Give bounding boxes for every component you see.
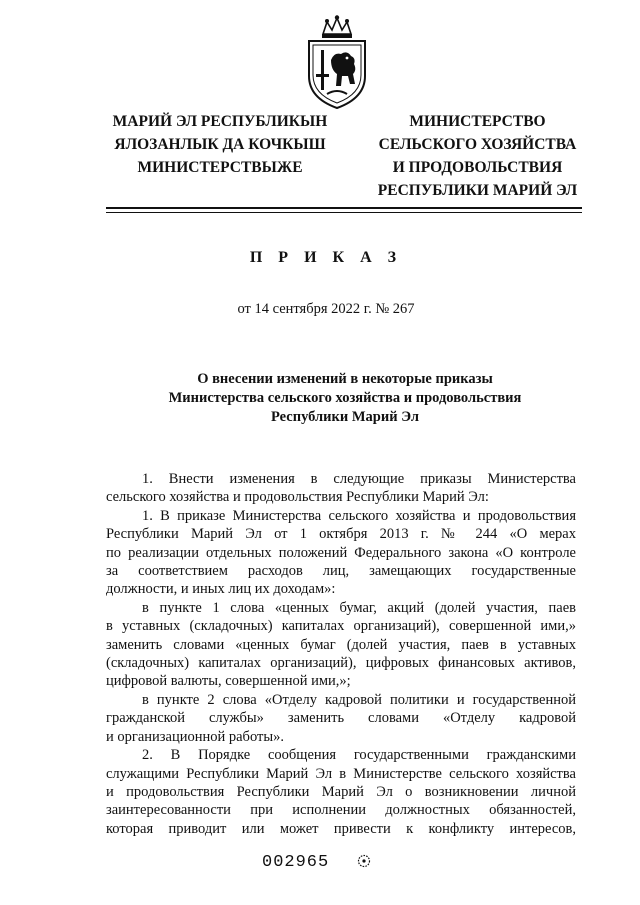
- ministry-name-mari: [100, 110, 340, 179]
- body-line: сельского хозяйства и продовольствия Республики Марий Эл:: [106, 489, 489, 506]
- body-line: и продовольствия Республики Марий Эл о возникновении личной: [106, 783, 576, 800]
- body-line: в пункте 1 слова «ценных бумаг, акций (долей участия, паев: [142, 599, 576, 616]
- coat-of-arms-icon: [301, 14, 373, 110]
- body-line: по реализации отдельных положений Федерального закона «О контроле: [106, 544, 576, 561]
- body-line: 1. Внести изменения в следующие приказы Министерства: [142, 471, 576, 487]
- document-body: [106, 470, 576, 838]
- body-line: заинтересованности при исполнении должностных обязанностей,: [106, 802, 576, 819]
- subject-line: Министерства сельского хозяйства и продовольствия: [168, 390, 522, 406]
- header-right-line: РЕСПУБЛИКИ МАРИЙ ЭЛ: [377, 182, 578, 199]
- document-subject: [130, 370, 560, 427]
- body-line: и организационной работы».: [106, 728, 284, 745]
- body-line: служащими Республики Марий Эл в Министерстве сельского хозяйства: [106, 765, 576, 782]
- document-title: П Р И К А З: [249, 249, 403, 266]
- header-right-line: СЕЛЬСКОГО ХОЗЯЙСТВА: [378, 136, 577, 153]
- subject-line: Республики Марий Эл: [271, 409, 419, 425]
- body-line: Республики Марий Эл от 1 октября 2013 г. № 244 «О мерах: [106, 526, 576, 543]
- header-right-line: И ПРОДОВОЛЬСТВИЯ: [392, 159, 563, 176]
- ministry-name-russian: [370, 110, 585, 202]
- header-divider-thick: [106, 207, 582, 209]
- body-line: за соответствием расходов лиц, замещающих государственные: [106, 563, 576, 580]
- header-left-line: МАРИЙ ЭЛ РЕСПУБЛИКЫН: [112, 113, 328, 130]
- body-line: в уставных (складочных) капиталах организаций), совершенной ими,»: [106, 618, 576, 635]
- body-line: которая приводит или может привести к конфликту интересов,: [106, 820, 576, 837]
- header-left-line: МИНИСТЕРСТВЫЖЕ: [137, 159, 303, 176]
- body-line: заменить словами «ценных бумаг (долей участия, паев в уставных: [106, 636, 576, 653]
- subject-line: О внесении изменений в некоторые приказы: [197, 371, 493, 387]
- body-line: должности, и иных лиц их доходам»:: [106, 581, 336, 598]
- body-line: в пункте 2 слова «Отделу кадровой политики и государственной: [142, 691, 576, 708]
- body-line: цифровой валюты, совершенной ими,»;: [106, 673, 351, 690]
- ornament-icon: [356, 853, 372, 869]
- body-line: 1. В приказе Министерства сельского хозяйства и продовольствия: [142, 507, 576, 524]
- body-line: гражданской службы» заменить словами «Отделу кадровой: [106, 710, 576, 727]
- header-left-line: ЯЛОЗАНЛЫК ДА КОЧКЫШ: [114, 136, 326, 153]
- header-right-line: МИНИСТЕРСТВО: [409, 113, 546, 130]
- header-divider-thin: [106, 212, 582, 213]
- body-line: (складочных) капиталах организаций), цифровых финансовых активов,: [106, 655, 576, 672]
- document-date: от 14 сентября 2022 г. № 267: [237, 301, 415, 317]
- body-line: 2. В Порядке сообщения государственными гражданскими: [142, 747, 576, 764]
- serial-number: 002965: [262, 853, 330, 872]
